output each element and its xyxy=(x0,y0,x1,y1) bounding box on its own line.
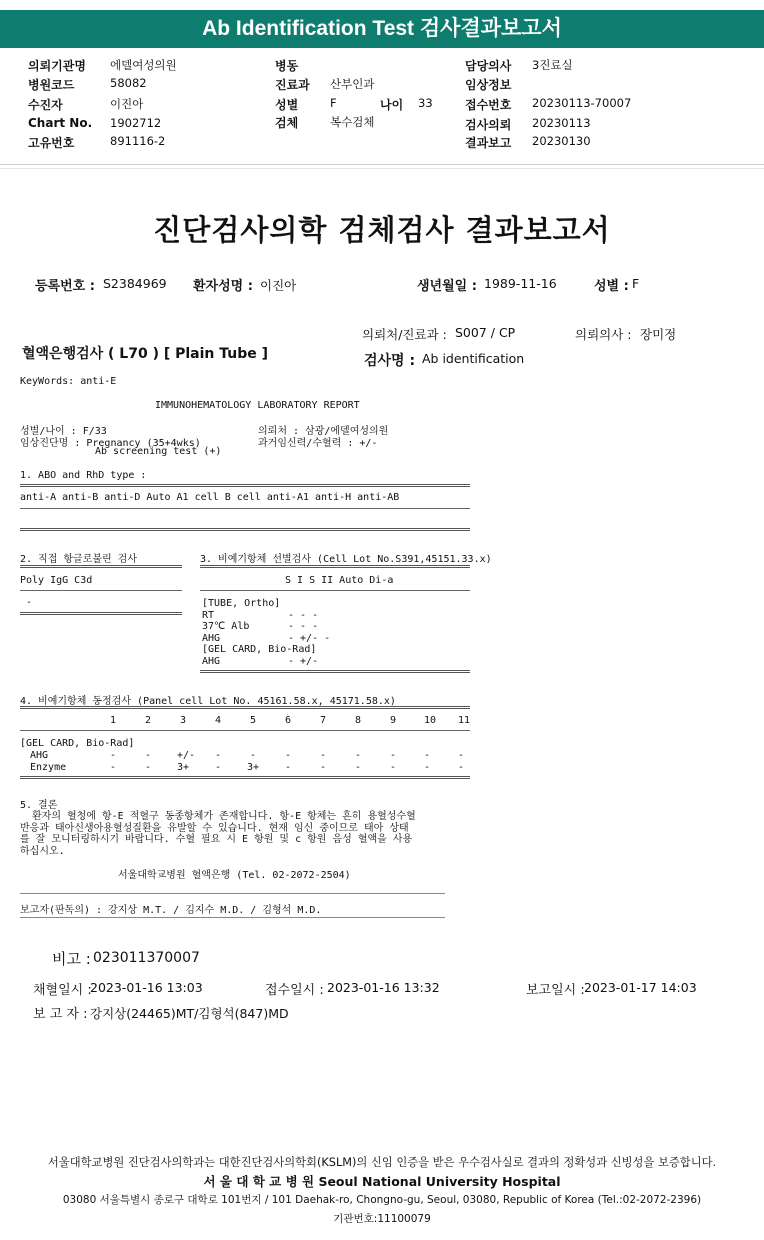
lab-heading: IMMUNOHEMATOLOGY LABORATORY REPORT xyxy=(155,400,360,411)
footer-hospital: 서 울 대 학 교 병 원 Seoul National University Hospital xyxy=(203,1174,561,1189)
section-1-title: 1. ABO and RhD type : xyxy=(20,470,147,481)
panel-cell-number: 6 xyxy=(285,715,292,726)
report-title: 진단검사의학 검체검사 결과보고서 xyxy=(153,213,611,247)
ward-label: 병동 xyxy=(275,59,299,73)
collect-value: 2023-01-16 13:03 xyxy=(90,980,203,995)
panel-reaction: - xyxy=(320,750,327,761)
report-sex-label: 성별 : xyxy=(594,279,629,294)
header-divider xyxy=(0,164,764,165)
section-5-title: 5. 결론 xyxy=(20,800,58,811)
lab-info-diagnosis: 임상진단명 : Pregnancy (35+4wks) xyxy=(20,438,201,449)
doctor-label: 의뢰의사 : xyxy=(575,327,632,342)
panel-cell-number: 8 xyxy=(355,715,362,726)
conclusion-line: 를 잘 모니터링하시기 바랍니다. 수혈 필요 시 E 항원 및 c 항원 음성 혈액을 사용 xyxy=(20,834,413,845)
dat-columns: Poly IgG C3d xyxy=(20,575,93,586)
panel-reaction: - xyxy=(458,762,465,773)
lab-info-screening: Ab screening test (+) xyxy=(95,446,222,457)
panel-reaction: - xyxy=(285,750,292,761)
reg-no-label: 등록번호 : xyxy=(35,279,95,294)
panel-reaction: - xyxy=(390,750,397,761)
section-3-title: 3. 비예기항체 선별검사 (Cell Lot No.S391,45151.33.x) xyxy=(200,554,492,565)
screening-row-values: - - - xyxy=(288,609,319,621)
screening-row-values: - +/- - xyxy=(288,632,331,644)
section-1-rule-top xyxy=(20,484,470,487)
panel-reaction: - xyxy=(145,750,152,761)
screening-row-values: - +/- xyxy=(288,655,319,667)
patient-label: 수진자 xyxy=(28,98,63,112)
panel-cell-number: 10 xyxy=(424,715,437,726)
lab-reporter: 보고자(판독의) : 강지상 M.T. / 김지수 M.D. / 김형석 M.D. xyxy=(20,905,322,916)
section-3-rule-top xyxy=(200,565,470,568)
doctor-value: 장미정 xyxy=(640,327,677,342)
collect-label: 채혈일시 : xyxy=(33,983,92,998)
specimen-value: 복수검체 xyxy=(330,115,375,129)
panel-reaction: - xyxy=(424,762,431,773)
report-banner-title: Ab Identification Test 검사결과보고서 xyxy=(0,10,764,48)
lab-info-history: 과거임신력/수혈력 : +/- xyxy=(258,438,378,449)
hospital-code-value: 58082 xyxy=(110,76,147,90)
panel-reaction: - xyxy=(390,762,397,773)
patient-name-value: 이진아 xyxy=(260,278,297,293)
screening-row-label: 37℃ Alb xyxy=(202,621,250,632)
result-date-label: 결과보고 xyxy=(465,136,512,150)
panel-cell-number: 5 xyxy=(250,715,257,726)
panel-reaction: - xyxy=(320,762,327,773)
remarks-label: 비고 : xyxy=(52,950,91,968)
patient-value: 이진아 xyxy=(110,97,144,111)
screening-row-label: AHG xyxy=(202,632,221,644)
patient-name-label: 환자성명 : xyxy=(193,279,253,294)
section-2-title: 2. 직접 항글로불린 검사 xyxy=(20,554,138,565)
screening-rule xyxy=(200,590,470,591)
reporter-rule-top xyxy=(20,893,445,894)
receive-value: 2023-01-16 13:32 xyxy=(327,980,440,995)
panel-row-label: Enzyme xyxy=(30,762,67,773)
clinical-info-label: 임상정보 xyxy=(465,78,512,92)
specimen-label: 검체 xyxy=(275,116,299,130)
blood-bank-contact: 서울대학교병원 혈액은행 (Tel. 02-2072-2504) xyxy=(118,870,351,881)
remarks-reporter-value: 강지상(24465)MT/김형석(847)MD xyxy=(90,1006,289,1021)
request-date-label: 검사의뢰 xyxy=(465,118,512,132)
request-date-value: 20230113 xyxy=(532,116,591,130)
report-time-value: 2023-01-17 14:03 xyxy=(584,980,697,995)
sex-label: 성별 xyxy=(275,98,299,112)
reg-no-value: S2384969 xyxy=(103,276,167,291)
section-2-rule-bottom xyxy=(20,612,182,615)
screening-row-values: - - - xyxy=(288,621,319,632)
test-name-label: 검사명 : xyxy=(364,353,416,369)
section-2-rule-top xyxy=(20,565,182,568)
receive-label: 접수일시 : xyxy=(265,983,324,998)
dept-label: 의뢰처/진료과 : xyxy=(362,327,447,342)
reporter-rule-bottom xyxy=(20,917,445,918)
panel-reaction: - xyxy=(145,762,152,773)
remarks-value: 023011370007 xyxy=(93,950,200,966)
chart-no-value: 1902712 xyxy=(110,116,162,130)
dat-rule xyxy=(20,590,182,591)
panel-reaction: - xyxy=(285,762,292,773)
physician-value: 3진료실 xyxy=(532,58,573,72)
abo-rule xyxy=(20,508,470,509)
unique-no-label: 고유번호 xyxy=(28,136,75,150)
conclusion-line: 하십시오. xyxy=(20,845,65,857)
panel-rule xyxy=(20,730,470,731)
physician-label: 담당의사 xyxy=(465,59,512,73)
panel-reaction: - xyxy=(458,750,465,761)
panel-row-label: AHG xyxy=(30,750,49,761)
header-divider-2 xyxy=(0,168,764,169)
panel-cell-number: 4 xyxy=(215,715,222,726)
section-1-rule-bottom xyxy=(20,528,470,531)
hospital-code-label: 병원코드 xyxy=(28,78,75,92)
client-value: 에델여성의원 xyxy=(110,58,177,72)
panel-reaction: - xyxy=(355,750,362,761)
dat-value: - xyxy=(26,597,33,608)
remarks-reporter-label: 보 고 자 : xyxy=(33,1007,88,1022)
panel-reaction: - xyxy=(110,750,117,761)
conclusion-line: 환자의 혈청에 항-E 적혈구 동종항체가 존재합니다. 항-E 항체는 흔히 용혈성수혈 xyxy=(32,811,416,822)
abo-columns: anti-A anti-B anti-D Auto A1 cell B cell anti-A1 anti-H anti-AB xyxy=(20,492,400,503)
conclusion-line: 반응과 태아신생아용혈성질환을 유발할 수 있습니다. 현재 임신 중이므로 태아 상태 xyxy=(20,822,409,834)
keywords: KeyWords: anti-E xyxy=(20,376,117,387)
panel-reaction: - xyxy=(110,762,117,773)
panel-cell-number: 1 xyxy=(110,715,117,726)
panel-cell-number: 3 xyxy=(180,715,187,726)
panel-reaction: - xyxy=(215,750,222,761)
screening-row-label: [GEL CARD, Bio-Rad] xyxy=(202,644,317,655)
panel-cell-number: 11 xyxy=(458,715,471,726)
section-3-rule-bottom xyxy=(200,670,470,673)
department-value: 산부인과 xyxy=(330,77,375,91)
accession-label: 접수번호 xyxy=(465,98,512,112)
panel-reaction: +/- xyxy=(177,750,196,761)
lab-info-client: 의뢰처 : 삼광/에델여성의원 xyxy=(258,426,389,437)
result-date-value: 20230130 xyxy=(532,134,591,148)
section-4-rule-bottom xyxy=(20,776,470,779)
screening-row-label: AHG xyxy=(202,655,221,667)
dept-value: S007 / CP xyxy=(455,325,516,340)
section-4-rule-top xyxy=(20,706,470,709)
unique-no-value: 891116-2 xyxy=(110,134,166,148)
footer-institution-no: 기관번호:11100079 xyxy=(333,1213,431,1225)
age-value: 33 xyxy=(418,96,433,110)
footer-address: 03080 서울특별시 종로구 대학로 101번지 / 101 Daehak-ro, Chongno-gu, Seoul, 03080, Republic of Korea (Tel.:02-2072-2396) xyxy=(62,1194,702,1206)
report-time-label: 보고일시 : xyxy=(526,983,585,998)
footer-certification: 서울대학교병원 진단검사의학과는 대한진단검사의학회(KSLM)의 신임 인증을 받은 우수검사실로 결과의 정확성과 신빙성을 보증합니다. xyxy=(47,1156,717,1169)
panel-reaction: - xyxy=(355,762,362,773)
panel-reaction: - xyxy=(424,750,431,761)
panel-cell-number: 2 xyxy=(145,715,152,726)
screening-row-label: RT xyxy=(202,609,215,621)
client-label: 의뢰기관명 xyxy=(28,59,86,73)
panel-cell-number: 7 xyxy=(320,715,327,726)
panel-reaction: 3+ xyxy=(247,762,260,773)
accession-value: 20230113-70007 xyxy=(532,96,632,110)
panel-reaction: - xyxy=(250,750,257,761)
sex-value: F xyxy=(330,96,337,110)
test-name-value: Ab identification xyxy=(422,351,525,366)
department-label: 진료과 xyxy=(275,78,310,92)
screening-header: S I S II Auto Di-a xyxy=(285,575,394,586)
chart-no-label: Chart No. xyxy=(28,116,93,130)
panel-reaction: - xyxy=(215,762,222,773)
lab-info-sex-age: 성별/나이 : F/33 xyxy=(20,426,107,437)
panel-reaction: 3+ xyxy=(177,762,190,773)
screening-row-label: [TUBE, Ortho] xyxy=(202,598,281,609)
age-label: 나이 xyxy=(380,98,404,112)
test-group-title: 혈액은행검사 ( L70 ) [ Plain Tube ] xyxy=(22,346,269,362)
report-sex-value: F xyxy=(632,276,640,291)
dob-label: 생년월일 : xyxy=(417,279,477,294)
panel-method: [GEL CARD, Bio-Rad] xyxy=(20,738,135,749)
panel-cell-number: 9 xyxy=(390,715,397,726)
dob-value: 1989-11-16 xyxy=(484,276,557,291)
section-4-title: 4. 비예기항체 동정검사 (Panel cell Lot No. 45161.58.x, 45171.58.x) xyxy=(20,696,396,707)
